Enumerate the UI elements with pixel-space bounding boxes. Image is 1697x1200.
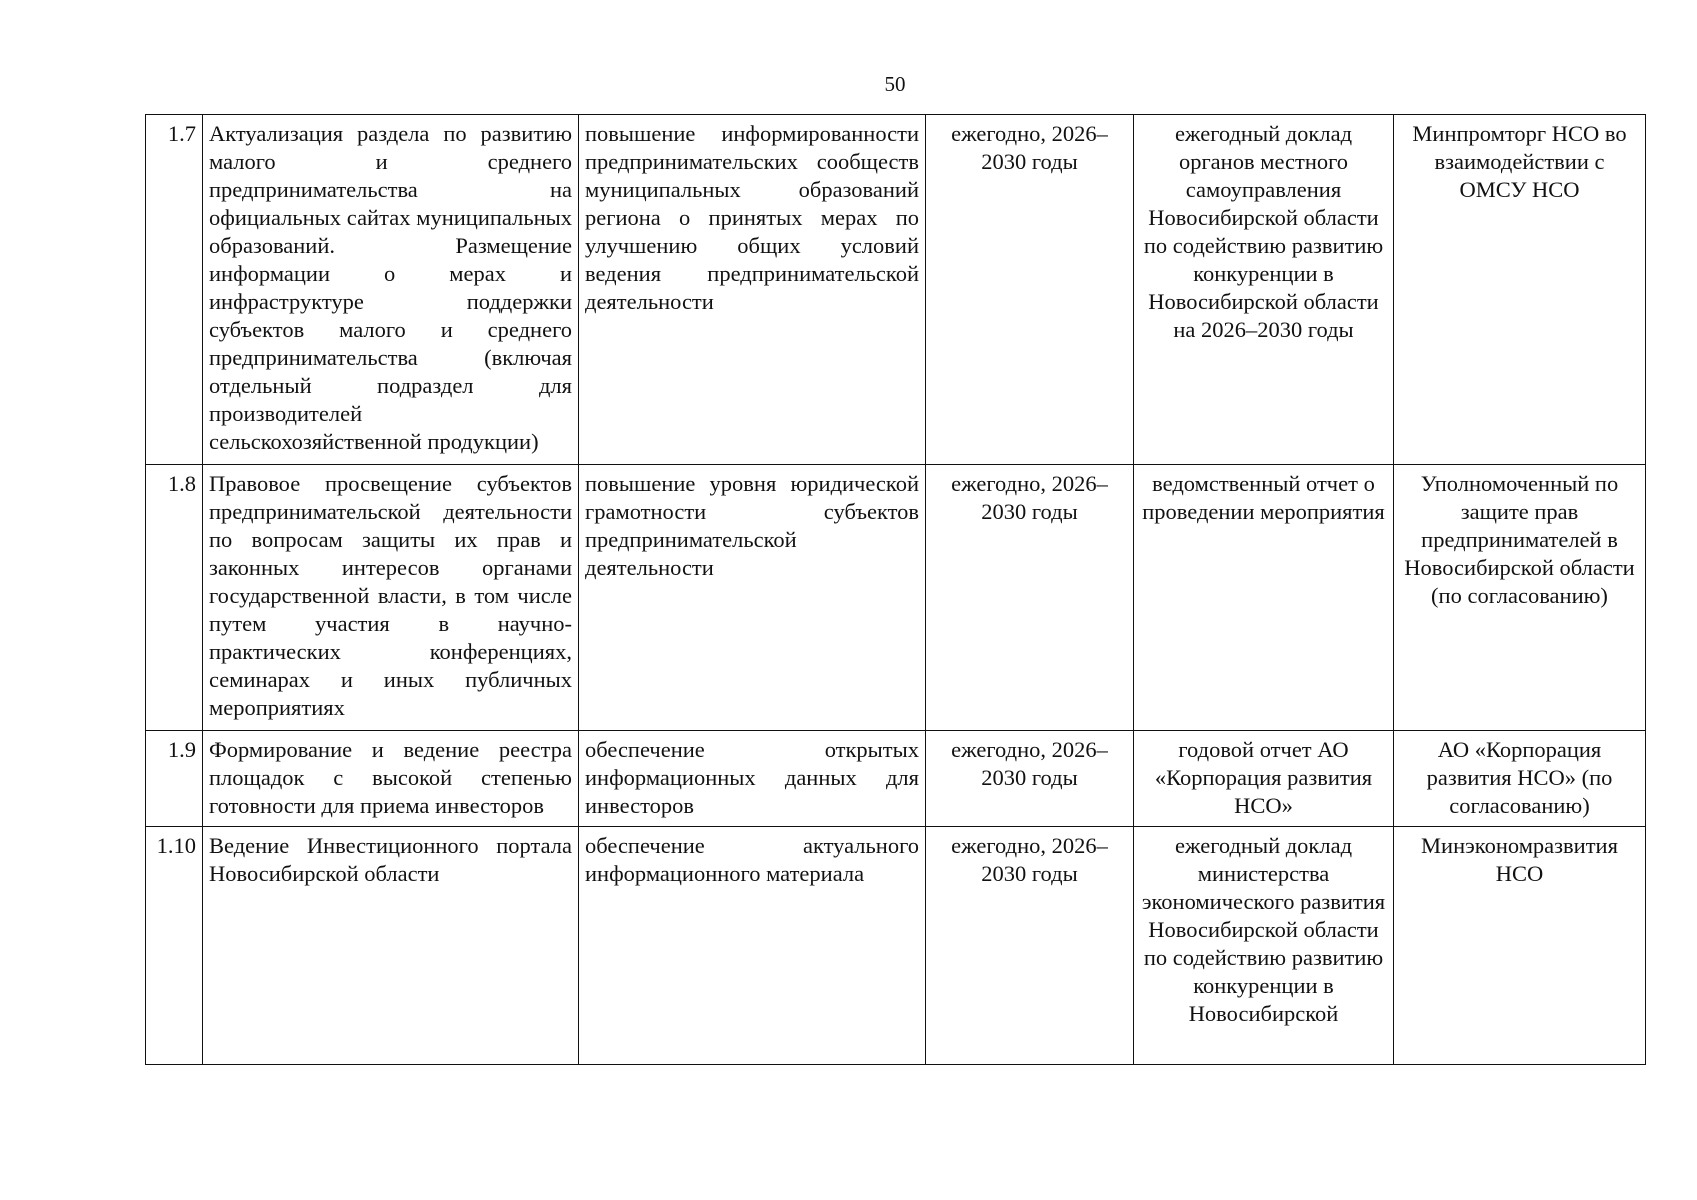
document-cell: годовой отчет АО «Корпорация развития НСО» (1134, 731, 1394, 827)
row-number: 1.9 (146, 731, 203, 827)
table-row (146, 731, 1646, 827)
row-number: 1.10 (146, 827, 203, 1065)
result-cell: обеспечение актуального информационного материала (579, 827, 926, 1065)
responsible-cell: Минпромторг НСО во взаимодействии с ОМСУ НСО (1394, 115, 1646, 465)
responsible-cell: Уполномоченный по защите прав предпринимателей в Новосибирской области (по согласованию) (1394, 465, 1646, 731)
measures-table (145, 114, 1646, 1065)
responsible-cell: АО «Корпорация развития НСО» (по согласованию) (1394, 731, 1646, 827)
result-cell: обеспечение открытых информационных данных для инвесторов (579, 731, 926, 827)
responsible-cell: Минэкономразвития НСО (1394, 827, 1646, 1065)
activity-cell: Правовое просвещение субъектов предпринимательской деятельности по вопросам защиты их прав и законных интересов органами государственной власти, в том числе путем участия в научно-практических конференциях, семинарах и иных публичных мероприятиях (203, 465, 579, 731)
deadline-cell: ежегодно, 2026–2030 годы (926, 115, 1134, 465)
document-cell: ежегодный доклад министерства экономического развития Новосибирской области по содействию развитию конкуренции в Новосибирской (1134, 827, 1394, 1065)
document-cell: ежегодный доклад органов местного самоуправления Новосибирской области по содействию развитию конкуренции в Новосибирской области на 2026–2030 годы (1134, 115, 1394, 465)
page-number: 50 (884, 72, 906, 96)
row-number: 1.7 (146, 115, 203, 465)
deadline-cell: ежегодно, 2026–2030 годы (926, 827, 1134, 1065)
activity-cell: Актуализация раздела по развитию малого и среднего предпринимательства на официальных сайтах муниципальных образований. Размещение информации о мерах и инфраструктуре поддержки субъектов малого и среднего предпринимательства (включая отдельный подраздел для производителей сельскохозяйственной продукции) (203, 115, 579, 465)
activity-cell: Формирование и ведение реестра площадок с высокой степенью готовности для приема инвесторов (203, 731, 579, 827)
document-cell: ведомственный отчет о проведении мероприятия (1134, 465, 1394, 731)
activity-cell: Ведение Инвестиционного портала Новосибирской области (203, 827, 579, 1065)
table-row (146, 465, 1646, 731)
deadline-cell: ежегодно, 2026–2030 годы (926, 731, 1134, 827)
result-cell: повышение информированности предпринимательских сообществ муниципальных образований региона о принятых мерах по улучшению общих условий ведения предпринимательской деятельности (579, 115, 926, 465)
table-row (146, 115, 1646, 465)
deadline-cell: ежегодно, 2026–2030 годы (926, 465, 1134, 731)
table-row (146, 827, 1646, 1065)
row-number: 1.8 (146, 465, 203, 731)
result-cell: повышение уровня юридической грамотности субъектов предпринимательской деятельности (579, 465, 926, 731)
